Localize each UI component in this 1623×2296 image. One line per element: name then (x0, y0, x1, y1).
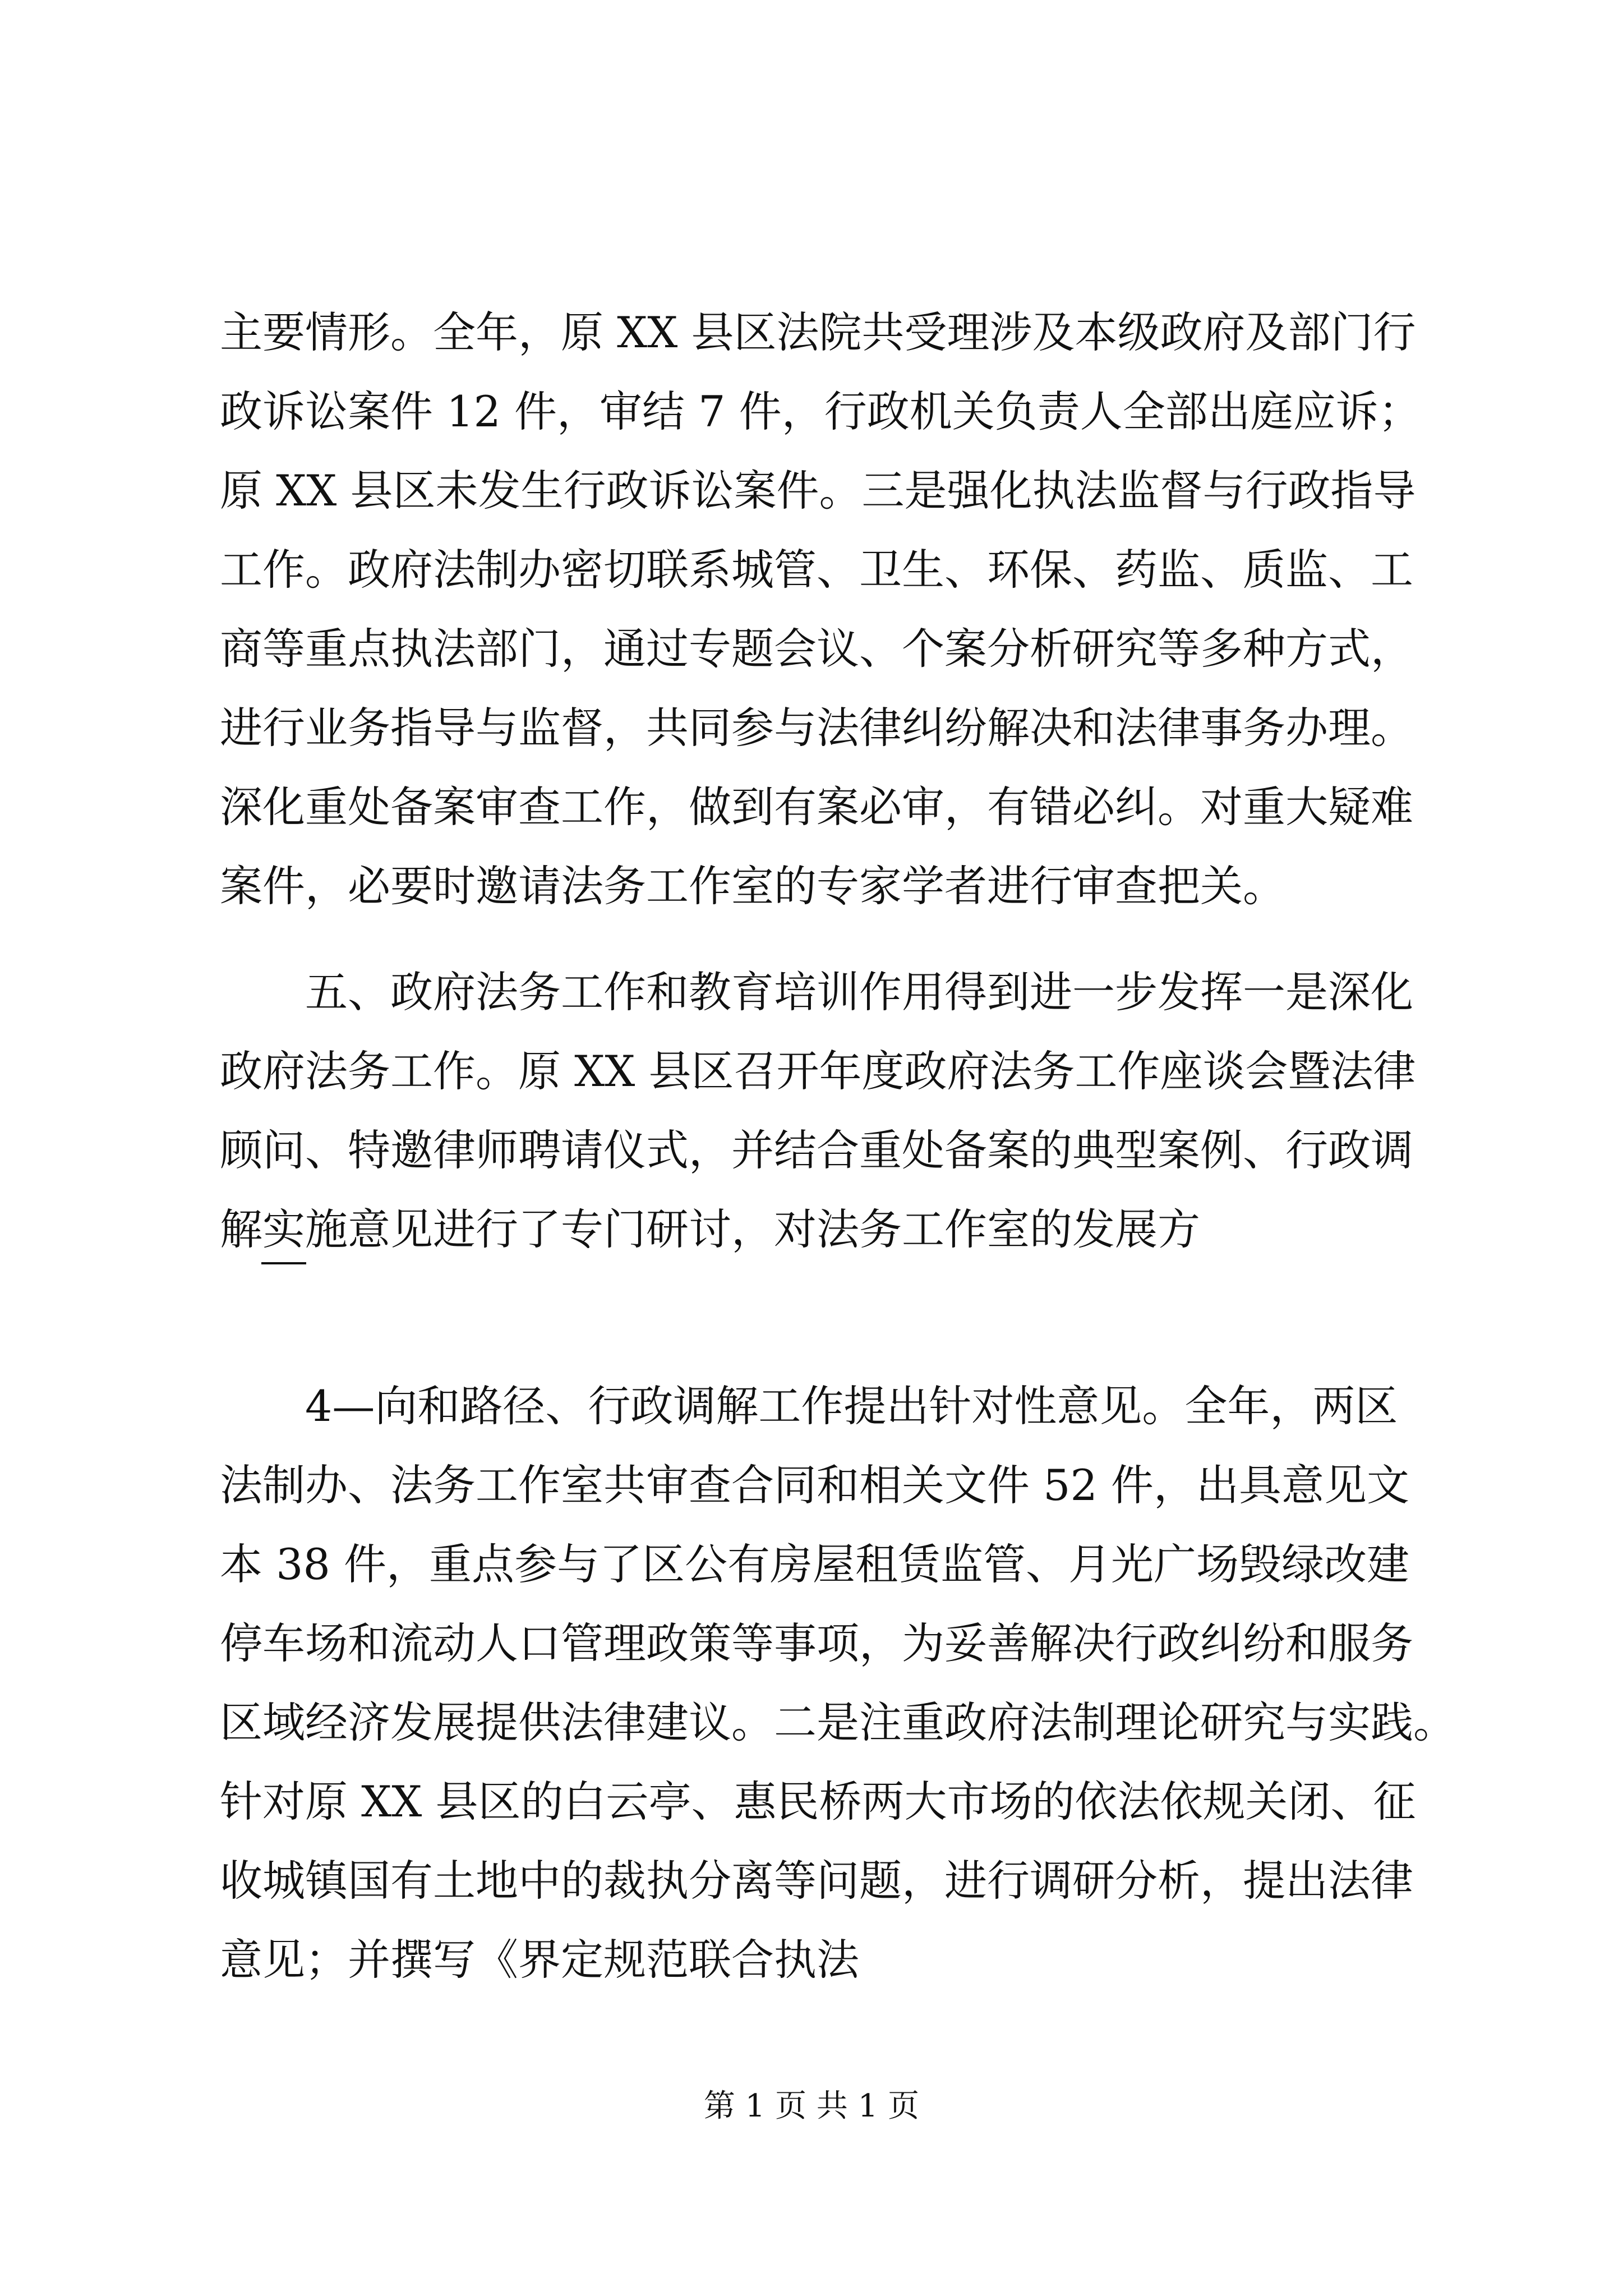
text-line: 深化重处备案审查工作，做到有案必审，有错必纠。对重大疑难 (220, 782, 1413, 832)
text-line: 案件，必要时邀请法务工作室的专家学者进行审查把关。 (220, 861, 1285, 911)
text-line: 进行业务指导与监督，共同参与法律纠纷解决和法律事务办理。 (220, 703, 1413, 753)
paragraph-1 (220, 293, 1420, 926)
text-line: 意见；并撰写《界定规范联合执法 (220, 1935, 859, 1985)
text-line: 主要情形。全年，原 XX 县区法院共受理涉及本级政府及部门行 (220, 307, 1416, 357)
text-line: 解实施意见进行了专门研讨，对法务工作室的发展方 (220, 1204, 1200, 1254)
text-line: 五、政府法务工作和教育培训作用得到进一步发挥一是深化 (220, 967, 1413, 1017)
text-line: 法制办、法务工作室共审查合同和相关文件 52 件，出具意见文 (220, 1460, 1410, 1510)
text-line: 区域经济发展提供法律建议。二是注重政府法制理论研究与实践。 (220, 1697, 1456, 1747)
text-line: 工作。政府法制办密切联系城管、卫生、环保、药监、质监、工 (220, 545, 1413, 595)
separator-dash (261, 1262, 306, 1264)
paragraph-2 (220, 953, 1420, 1269)
text-line: 顾问、特邀律师聘请仪式，并结合重处备案的典型案例、行政调 (220, 1125, 1413, 1175)
page-number-footer: 第 1 页 共 1 页 (703, 2088, 920, 2124)
text-line: 针对原 XX 县区的白云亭、惠民桥两大市场的依法依规关闭、征 (220, 1777, 1416, 1826)
paragraph-3 (220, 1366, 1456, 1999)
text-line: 政府法务工作。原 XX 县区召开年度政府法务工作座谈会暨法律 (220, 1046, 1416, 1096)
text-line: 政诉讼案件 12 件，审结 7 件，行政机关负责人全部出庭应诉； (220, 386, 1421, 436)
text-line: 停车场和流动人口管理政策等事项，为妥善解决行政纠纷和服务 (220, 1618, 1413, 1668)
text-line: 4—向和路径、行政调解工作提出针对性意见。全年，两区 (220, 1381, 1398, 1431)
text-line: 原 XX 县区未发生行政诉讼案件。三是强化执法监督与行政指导 (220, 466, 1416, 516)
text-line: 收城镇国有土地中的裁执分离等问题，进行调研分析，提出法律 (220, 1856, 1413, 1906)
text-line: 本 38 件，重点参与了区公有房屋租赁监管、月光广场毁绿改建 (220, 1539, 1410, 1589)
text-line: 商等重点执法部门，通过专题会议、个案分析研究等多种方式， (220, 624, 1413, 674)
